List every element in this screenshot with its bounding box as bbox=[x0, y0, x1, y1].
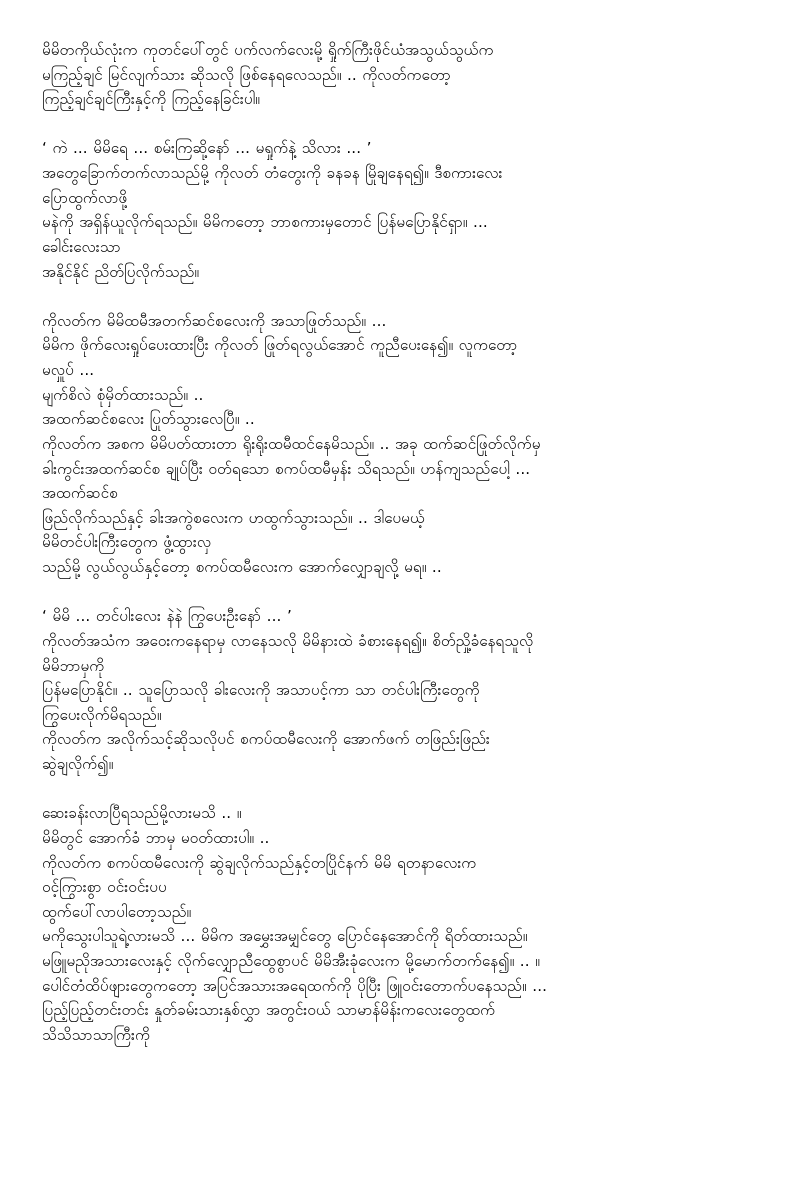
text-line: ခေါင်းလေးသာ bbox=[42, 237, 121, 256]
text-line: သိသိသာသာကြီးကို bbox=[42, 1025, 150, 1044]
text-line: မဖြူမညိုအသားလေးနှင့် လိုက်လျှောညီထွေစွာပင် မိမိအီးခုံလေးက မို့မောက်တက်နေ၍။ .. ။ bbox=[42, 952, 540, 971]
text-line: သည်မို့ လွယ်လွယ်နှင့်တော့ စကပ်ထမီလေးက အောက်လျှောချလို့ မရ။ .. bbox=[42, 558, 442, 577]
text-line: ဆွဲချလိုက်၍။ bbox=[42, 755, 114, 774]
text-line: ကိုလတ်က စကပ်ထမီလေးကို ဆွဲချလိုက်သည်နှင့်တပြိုင်နက် မိမိ ရတနာလေးက bbox=[42, 853, 477, 872]
blank-line bbox=[42, 777, 751, 802]
text-line: ကိုလတ်အသံက အဝေးကနေရာမှ လာနေသလို မိမိနားထဲ ခံစားနေရ၍။ စိတ်ညှို့ခံနေရသူလို bbox=[42, 631, 534, 650]
text-line: ပြောထွက်လာဖို့ bbox=[42, 188, 128, 207]
text-line: ဖြည်လိုက်သည်နှင့် ခါးအကွဲစလေးက ဟထွက်သွားသည်။ .. ဒါပေမယ့် bbox=[42, 508, 425, 527]
text-line: ဆေးခန်းလာပြီရသည်မို့လားမသိ .. ။ bbox=[42, 804, 242, 823]
text-line: ကိုလတ်က မိမိထမီအတက်ဆင်စလေးကို အသာဖြုတ်သည်။ ... bbox=[42, 311, 387, 330]
text-line: ဝင့်ကြွားစွာ ဝင်းဝင်းပပ bbox=[42, 878, 167, 897]
text-line: မိမိဘာမှကို bbox=[42, 656, 105, 675]
text-line: ထွက်ပေါ်လာပါတော့သည်။ bbox=[42, 902, 192, 921]
document-body bbox=[42, 38, 751, 1048]
text-line: ကိုလတ်က အလိုက်သင့်ဆိုသလိုပင် စကပ်ထမီလေးကို အောက်ဖက် တဖြည်းဖြည်း bbox=[42, 730, 490, 749]
text-line: မိမိတကိုယ်လုံးက ကုတင်ပေါ်တွင် ပက်လက်လေးမို့ ရှိုက်ကြီးဖိုင်ယံအသွယ်သွယ်က bbox=[42, 41, 494, 59]
blank-line bbox=[42, 112, 751, 137]
text-line: ကြွပေးလိုက်မိရသည်။ bbox=[42, 705, 162, 724]
text-line: ခါးကွင်းအထက်ဆင်စ ချုပ်ပြီး ဝတ်ရသော စကပ်ထမီမှန်း သိရသည်။ ဟန်ကျသည်ပေါ့ ... bbox=[42, 459, 531, 478]
text-line: ပြန်မပြောနိုင်။ .. သူပြောသလို ခါးလေးကို အသာပင့်ကာ သာ တင်ပါးကြီးတွေကို bbox=[42, 681, 480, 700]
text-line: အထက်ဆင်စလေး ပြုတ်သွားလေပြီ။ .. bbox=[42, 410, 255, 429]
text-line: မကိုသွေးပါသူရဲ့လားမသိ ... မိမိက အမွှေးအမျှင်တွေ ပြောင်နေအောင်ကို ရိတ်ထားသည်။ bbox=[42, 927, 528, 946]
blank-line bbox=[42, 580, 751, 605]
text-line: ကြည့်ချင်ချင်ကြီးနှင့်ကို ကြည့်နေခြင်းပါ။ bbox=[42, 90, 260, 109]
text-line: မိမိတွင် အောက်ခံ ဘာမှ မဝတ်ထားပါ။ .. bbox=[42, 828, 270, 847]
text-line: အနိုင်နိုင် ညိတ်ပြလိုက်သည်။ bbox=[42, 262, 200, 281]
text-line: ‘ ကဲ ... မိမိရေ ... စမ်းကြဆို့နော် ... မရှုက်နဲ့ သိလား ... ’ bbox=[42, 139, 372, 158]
text-line: ကိုလတ်က အစက မိမိပတ်ထားတာ ရိုးရိုးထမီထင်နေမိသည်။ .. အခု ထက်ဆင်ဖြုတ်လိုက်မှ bbox=[42, 434, 541, 453]
text-line: မိမိက ဖိုက်လေးရှုပ်ပေးထားပြီး ကိုလတ် ဖြုတ်ရလွယ်အောင် ကူညီပေးနေ၍။ လူကတော့ bbox=[42, 336, 518, 355]
text-line: အတွေခြောက်တက်လာသည်မို့ ကိုလတ် တံတွေးကို ခနခန မြိုချနေရ၍။ ဒီစကားလေး bbox=[42, 164, 503, 183]
text-line: ပြည့်ပြည့်တင်းတင်း နှုတ်ခမ်းသားနှစ်လွှာ အတွင်းဝယ် သာမာန်မိန်းကလေးတွေထက် bbox=[42, 1001, 496, 1020]
blank-line bbox=[42, 284, 751, 309]
text-line: အထက်ဆင်စ bbox=[42, 484, 118, 503]
text-line: မိမိတင်ပါးကြီးတွေက ဖွံ့ထွားလှ bbox=[42, 533, 212, 552]
text-line: မနဲကို အရှိန်ယူလိုက်ရသည်။ မိမိကတော့ ဘာစကားမှတောင် ပြန်မပြောနိုင်ရှာ။ ... bbox=[42, 213, 488, 232]
text-line: မလှူပ် ... bbox=[42, 361, 95, 380]
text-line: ‘ မိမိ ... တင်ပါးလေး နဲနဲ ကြွပေးဦးနော် ... ’ bbox=[42, 607, 292, 626]
text-line: မျက်စိလဲ စုံမှိတ်ထားသည်။ .. bbox=[42, 385, 204, 404]
text-line: ပေါင်တံထိပ်ဖျားတွေကတော့ အပြင်အသားအရေထက်ကို ပိုပြီး ဖြူဝင်းတောက်ပနေသည်။ ... bbox=[42, 976, 548, 995]
text-line: မကြည့်ချင် မြင်လျက်သား ဆိုသလို ဖြစ်နေရလေသည်။ .. ကိုလတ်ကတော့ bbox=[42, 65, 451, 84]
